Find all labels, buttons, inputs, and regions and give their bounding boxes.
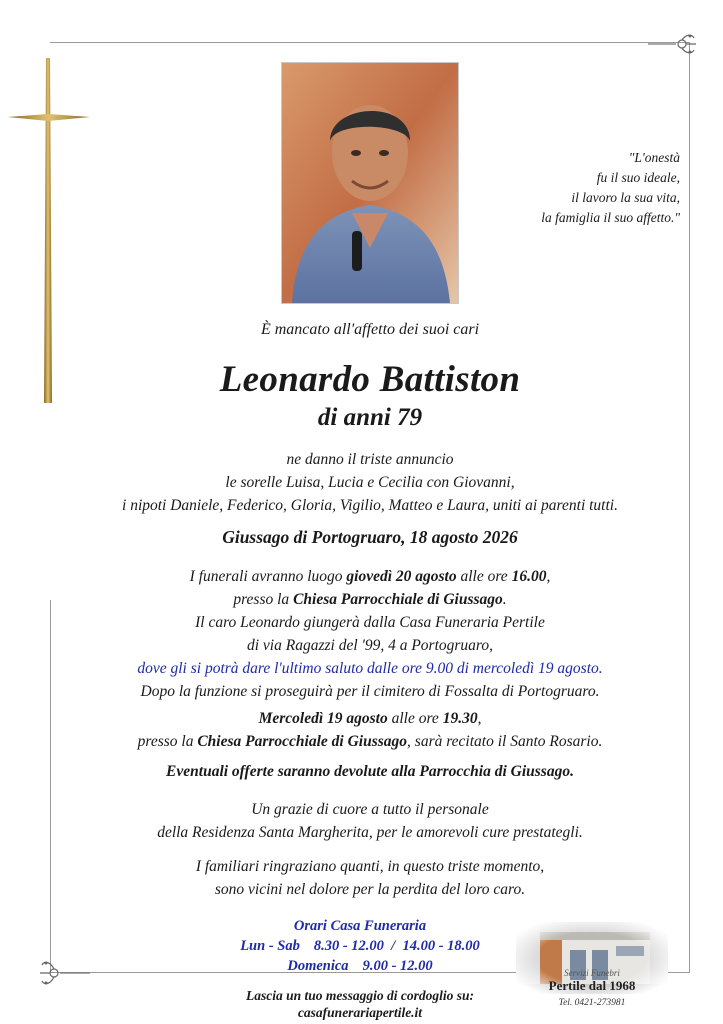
funeral-home-hours [200,916,520,976]
rosary-date: Mercoledì 19 agosto [258,710,388,727]
funeral-line-1 [50,565,690,588]
hours-weekday-value: 8.30 - 12.00 / 14.00 - 18.00 [313,938,480,954]
rosary-text: , sarà recitato il Santo Rosario. [407,733,603,750]
portrait-photo [281,62,459,304]
funeral-text: presso la [233,591,294,608]
intro-text: È mancato all'affetto dei suoi cari [260,321,480,338]
rosary-details [50,707,690,753]
condolence-text: Lascia un tuo messaggio di cordoglio su: [245,988,475,1003]
thanks-family [50,855,690,901]
funeral-text: alle ore [456,568,512,585]
funeral-time: 16.00 [511,568,547,585]
hours-title: Orari Casa Funeraria [293,918,427,934]
hours-weekday-label: Lun - Sab [240,938,300,954]
logo-brand-text: Pertile dal 1968 [548,978,636,993]
hours-sunday-value: 9.00 - 12.00 [362,958,433,974]
announcement-line: ne danno il triste annuncio [286,451,454,468]
funeral-line-3: Il caro Leonardo giungerà dalla Casa Funeraria Pertile [195,614,545,631]
thanks-line: sono vicini nel dolore per la perdita del loro caro. [214,881,526,898]
condolence-link[interactable]: casafunerariapertile.it [297,1005,423,1020]
funeral-text: I funerali avranno luogo [189,568,347,585]
offers-note: Eventuali offerte saranno devolute alla Parrocchia di Giussago. [166,763,574,780]
quote-line: "L'onestà [628,150,680,165]
logo-phone-text: Tel. 0421-273981 [558,998,626,1008]
quote-line: fu il suo ideale, [596,170,680,185]
announcement-line: le sorelle Luisa, Lucia e Cecilia con Giovanni, [225,474,515,491]
condolence-message [200,987,520,1021]
thanks-line: Un grazie di cuore a tutto il personale [251,801,489,818]
rosary-text: alle ore [387,710,443,727]
deceased-age: di anni 79 [317,404,423,431]
hours-weekday [200,936,520,956]
rosary-line-2 [50,730,690,753]
funeral-line-visitation: dove gli si potrà dare l'ultimo saluto dalle ore 9.00 di mercoledì 19 agosto. [137,660,603,677]
funeral-line-6: Dopo la funzione si proseguirà per il cimitero di Fossalta di Portogruaro. [140,683,600,700]
funeral-date: giovedì 20 agosto [346,568,457,585]
funeral-church: Chiesa Parrocchiale di Giussago [293,591,503,608]
deceased-name: Leonardo Battiston [219,359,521,400]
rosary-time: 19.30 [442,710,478,727]
rosary-text: presso la [137,733,198,750]
corner-ornament-bottom-left-icon [40,955,92,991]
quote-line: il lavoro la sua vita, [571,190,680,205]
funeral-text: . [502,591,507,608]
rosary-text: , [477,710,482,727]
hours-sunday-label: Domenica [287,958,349,974]
thanks-staff [50,798,690,844]
funeral-line-2 [50,588,690,611]
cross-icon [0,58,100,403]
funeral-details [50,565,690,703]
logo-services-text: Servizi Funebri [564,968,620,978]
rosary-church: Chiesa Parrocchiale di Giussago [197,733,408,750]
frame-top-line [50,42,690,43]
thanks-line: della Residenza Santa Margherita, per le amorevoli cure prestategli. [157,824,583,841]
announcement [50,448,690,517]
corner-ornament-top-right-icon [646,30,698,58]
quote-line: la famiglia il suo affetto." [541,210,680,225]
rosary-line-1 [50,707,690,730]
hours-sunday [200,956,520,976]
thanks-line: I familiari ringraziano quanti, in questo triste momento, [195,858,545,875]
place-date: Giussago di Portogruaro, 18 agosto 2026 [222,527,518,547]
funeral-line-4: di via Ragazzi del '99, 4 a Portogruaro, [246,637,493,654]
announcement-line: i nipoti Daniele, Federico, Gloria, Vigilio, Matteo e Laura, uniti ai parenti tutti. [122,497,618,514]
memorial-quote [470,148,680,228]
funeral-text: , [546,568,551,585]
